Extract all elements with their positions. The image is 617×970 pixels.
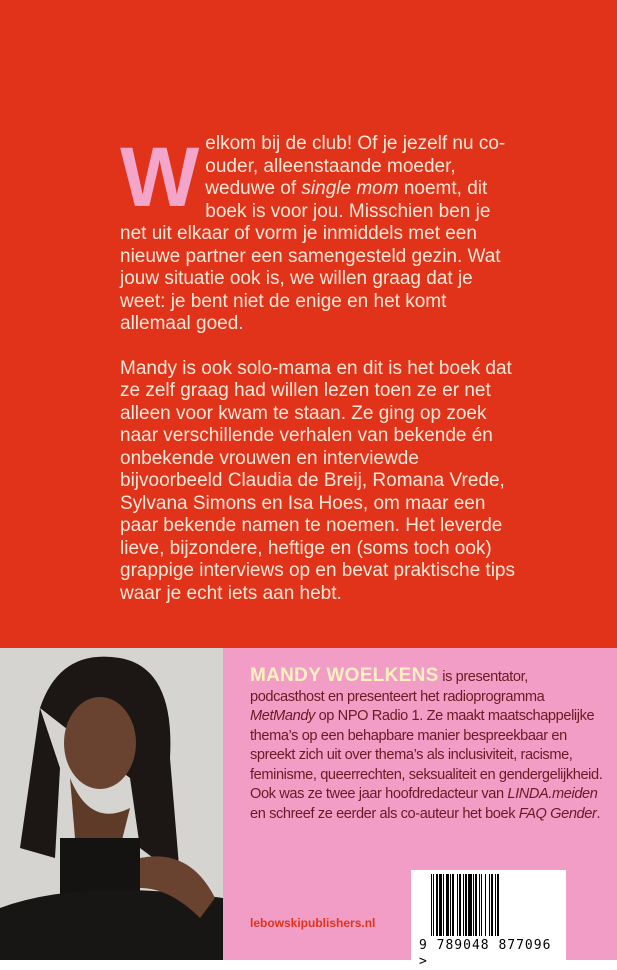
- text: .: [596, 805, 601, 822]
- author-bio-panel: [223, 648, 617, 969]
- publisher-website: lebowskipublishers.nl: [250, 916, 376, 930]
- author-photo: [0, 648, 223, 960]
- isbn-number: 9 789048 877096 >: [419, 938, 552, 969]
- barcode-bars: [431, 874, 551, 936]
- text: is presentator, podcasthost en presenteert het radioprogramma: [250, 669, 545, 705]
- drop-cap: W: [120, 130, 200, 224]
- author-portrait-illustration: [0, 648, 223, 960]
- barcode-bar: [499, 874, 500, 936]
- text-italic: single mom: [301, 178, 399, 199]
- isbn-barcode: [411, 870, 566, 969]
- author-name: MANDY WOELKENS: [250, 665, 439, 686]
- intro-paragraph-2: Mandy is ook solo-mama en dit is het boek dat ze zelf graag had willen lezen toen ze er net alleen voor kwam te staan. Ze ging op zoek naar verschillende verhalen van bekende én onbekende vrouwen en interviewde bijvoorbeeld Claudia de Breij, Romana Vrede, Sylvana Simons en Isa Hoes, om maar een paar bekende namen te noemen. Het leverde lieve, bijzondere, heftige en (soms toch ook) grappige interviews op en bevat praktische tips waar je echt iets aan hebt.: [120, 357, 516, 604]
- text: elkom bij de club! Of je jezelf nu co-ouder, alleenstaande moeder, weduwe of: [205, 133, 506, 199]
- text-italic: MetMandy: [250, 708, 315, 724]
- intro-text: [120, 130, 520, 605]
- text: en schreef ze eerder als co-auteur het boek: [250, 805, 519, 822]
- intro-paragraph-1: [120, 130, 520, 336]
- text-italic: LINDA.meiden: [507, 786, 598, 802]
- author-bio: [250, 666, 605, 824]
- text: op NPO Radio 1. Ze maakt maatschappelijke thema’s op een behapbare manier bespreekbaar en spreekt zich uit over thema’s als inclusiviteit, racisme, feminisme, queerrechten, seksualiteit en gendergelijkheid. Ook was ze twee jaar hoofdredacteur van: [250, 708, 603, 802]
- text-italic: FAQ Gender: [518, 805, 597, 822]
- text: noemt, dit boek is voor jou. Misschien ben je net uit elkaar of vorm je inmiddels met een nieuwe partner een samengesteld gezin. Wat jouw situatie ook is, we willen graag dat je weet: je bent niet de enige en het komt allemaal goed.: [120, 178, 501, 334]
